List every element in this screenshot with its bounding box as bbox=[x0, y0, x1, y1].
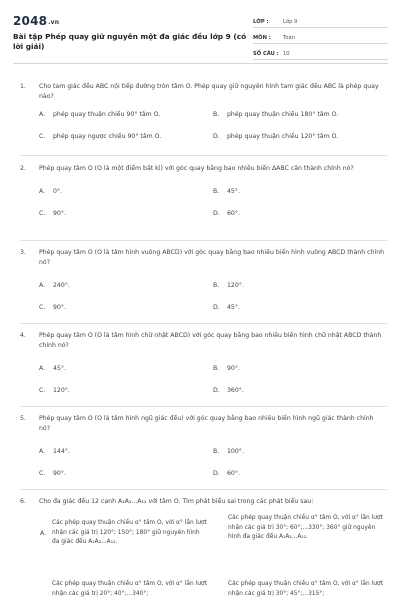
question-divider bbox=[20, 406, 387, 407]
option-a[interactable] bbox=[39, 281, 70, 291]
option-text: 0°. bbox=[53, 188, 62, 195]
worksheet-title: Bài tập Phép quay giữ nguyên một đa giác đều lớp 9 (có lời giải) bbox=[13, 32, 247, 51]
meta-row-subject bbox=[253, 30, 388, 44]
meta-panel bbox=[253, 14, 388, 62]
option-letter: C. bbox=[39, 470, 46, 477]
question-3 bbox=[20, 248, 385, 315]
option-text: phép quay ngược chiều 90° tâm O. bbox=[53, 133, 162, 140]
option-text: 120°. bbox=[53, 387, 70, 394]
question-number: 5. bbox=[20, 415, 26, 422]
option-text: phép quay thuận chiều 90° tâm O. bbox=[53, 111, 161, 118]
option-letter: D. bbox=[213, 387, 220, 394]
option-text: 90°. bbox=[227, 365, 240, 372]
option-letter: C. bbox=[39, 387, 46, 394]
option-b[interactable] bbox=[213, 187, 240, 197]
option-row bbox=[39, 447, 385, 459]
option-text: 60°. bbox=[227, 210, 240, 217]
option-letter: B. bbox=[213, 111, 220, 118]
option-d[interactable] bbox=[213, 132, 338, 142]
option-text: 60°. bbox=[227, 470, 240, 477]
option-letter: A. bbox=[40, 530, 47, 537]
logo-suffix: .vn bbox=[48, 19, 60, 26]
option-text: 45°. bbox=[53, 365, 66, 372]
option-row bbox=[39, 364, 385, 376]
question-text: Phép quay tâm O (O là tâm hình chữ nhật ABCD) với góc quay bằng bao nhiêu biến hình chữ nhật ABCD thành chính nó? bbox=[39, 332, 382, 349]
option-text: 144°. bbox=[53, 448, 70, 455]
option-text: 90°. bbox=[53, 470, 66, 477]
option-row bbox=[39, 469, 385, 481]
option-row bbox=[39, 386, 385, 398]
option-letter: C. bbox=[39, 133, 46, 140]
option-text: phép quay thuận chiều 180° tâm O. bbox=[227, 111, 339, 118]
option-c[interactable] bbox=[52, 580, 207, 599]
site-logo[interactable] bbox=[13, 14, 59, 28]
option-text: 90°. bbox=[53, 304, 66, 311]
logo-main: 2048 bbox=[13, 14, 48, 28]
question-6 bbox=[20, 497, 385, 507]
option-a[interactable] bbox=[40, 519, 207, 548]
question-text: Cho đa giác đều 12 cạnh A₁A₂...A₁₂ với tâm O. Tìm phát biểu sai trong các phát biểu sau: bbox=[39, 498, 314, 505]
option-b[interactable] bbox=[228, 514, 386, 543]
option-letter: D. bbox=[213, 470, 220, 477]
question-text: Phép quay tâm O (O là một điểm bất kì) với góc quay bằng bao nhiêu biến ΔABC cân thành chính nó? bbox=[39, 165, 354, 172]
option-text: 90°. bbox=[53, 210, 66, 217]
option-b[interactable] bbox=[213, 281, 244, 291]
option-text: 120°. bbox=[227, 282, 244, 289]
option-text: Các phép quay thuận chiều α° tâm O, với α° lần lượt nhận các giá trị 20°; 40°;...340°; bbox=[52, 581, 207, 597]
option-letter: A. bbox=[39, 365, 46, 372]
option-a[interactable] bbox=[39, 364, 66, 374]
option-letter: B. bbox=[213, 188, 220, 195]
option-a[interactable] bbox=[39, 187, 62, 197]
option-row bbox=[39, 281, 385, 293]
meta-row-count bbox=[253, 46, 388, 60]
question-number: 3. bbox=[20, 249, 26, 256]
question-number: 1. bbox=[20, 83, 26, 90]
option-b[interactable] bbox=[213, 364, 240, 374]
option-c[interactable] bbox=[39, 132, 161, 142]
option-text: 360°. bbox=[227, 387, 244, 394]
option-letter: A. bbox=[39, 282, 46, 289]
option-a[interactable] bbox=[39, 447, 70, 457]
question-number: 6. bbox=[20, 498, 26, 505]
meta-value: Toán bbox=[283, 35, 295, 41]
option-letter: D. bbox=[213, 210, 220, 217]
meta-key: SỐ CÂU : bbox=[253, 51, 279, 57]
option-d[interactable] bbox=[228, 580, 386, 599]
option-text: 240°. bbox=[53, 282, 70, 289]
option-letter: C. bbox=[39, 210, 46, 217]
meta-value: Lớp 9 bbox=[283, 19, 298, 25]
option-b[interactable] bbox=[213, 110, 338, 120]
option-b[interactable] bbox=[213, 447, 244, 457]
option-text: Các phép quay thuận chiều α° tâm O, với α° lần lượt nhận các giá trị 30°; 60°;...330°; 360° giữ nguyên hình đa giác đều A₁A₂...A₁₂. bbox=[228, 515, 383, 540]
option-text: Các phép quay thuận chiều α° tâm O, với α° lần lượt nhận các giá trị 120°; 150°; 180° giữ nguyên hình đa giác đều A₁A₂...A₁₂. bbox=[52, 520, 207, 545]
header-divider bbox=[13, 63, 388, 64]
option-text: 100°. bbox=[227, 448, 244, 455]
option-letter: B. bbox=[213, 282, 220, 289]
option-letter: A. bbox=[39, 448, 46, 455]
meta-value: 10 bbox=[283, 51, 290, 57]
question-4 bbox=[20, 331, 385, 398]
option-c[interactable] bbox=[39, 209, 66, 219]
option-letter: B. bbox=[213, 365, 220, 372]
option-c[interactable] bbox=[39, 303, 66, 313]
meta-key: LỚP : bbox=[253, 19, 269, 25]
question-number: 4. bbox=[20, 332, 26, 339]
question-5 bbox=[20, 414, 385, 481]
option-a[interactable] bbox=[39, 110, 160, 120]
option-letter: A. bbox=[39, 111, 46, 118]
option-letter: B. bbox=[213, 448, 220, 455]
option-d[interactable] bbox=[213, 303, 240, 313]
question-text: Cho tam giác đều ABC nội tiếp đường tròn tâm O. Phép quay giữ nguyên hình tam giác đều ABC là phép quay nào? bbox=[39, 83, 379, 100]
option-letter: D. bbox=[213, 304, 220, 311]
option-d[interactable] bbox=[213, 386, 244, 396]
question-divider bbox=[20, 240, 387, 241]
option-row bbox=[39, 187, 385, 199]
option-row bbox=[39, 132, 385, 144]
option-row bbox=[39, 209, 385, 221]
option-text: 45°. bbox=[227, 188, 240, 195]
question-number: 2. bbox=[20, 165, 26, 172]
option-text: phép quay thuận chiều 120° tâm O. bbox=[227, 133, 339, 140]
option-d[interactable] bbox=[213, 469, 240, 479]
question-divider bbox=[20, 155, 387, 156]
question-1 bbox=[20, 82, 385, 144]
question-divider bbox=[20, 489, 387, 490]
option-letter: D. bbox=[213, 133, 220, 140]
option-row bbox=[39, 110, 385, 122]
meta-key: MÔN : bbox=[253, 35, 271, 41]
meta-row-grade bbox=[253, 14, 388, 28]
option-letter: C. bbox=[39, 304, 46, 311]
option-letter: A. bbox=[39, 188, 46, 195]
option-c[interactable] bbox=[39, 386, 70, 396]
option-c[interactable] bbox=[39, 469, 66, 479]
option-d[interactable] bbox=[213, 209, 240, 219]
question-text: Phép quay tâm O (O là tâm hình ngũ giác đều) với góc quay bằng bao nhiêu biến hình ngũ giác thành chính nó? bbox=[39, 415, 374, 432]
option-text: Các phép quay thuận chiều α° tâm O, với α° lần lượt nhận các giá trị 30°; 45°;...315°; bbox=[228, 581, 383, 597]
question-text: Phép quay tâm O (O là tâm hình vuông ABCD) với góc quay bằng bao nhiêu biến hình vuông ABCD thành chính nó? bbox=[39, 249, 385, 266]
question-2 bbox=[20, 164, 385, 221]
question-divider bbox=[20, 323, 387, 324]
option-row bbox=[39, 303, 385, 315]
option-text: 45°. bbox=[227, 304, 240, 311]
